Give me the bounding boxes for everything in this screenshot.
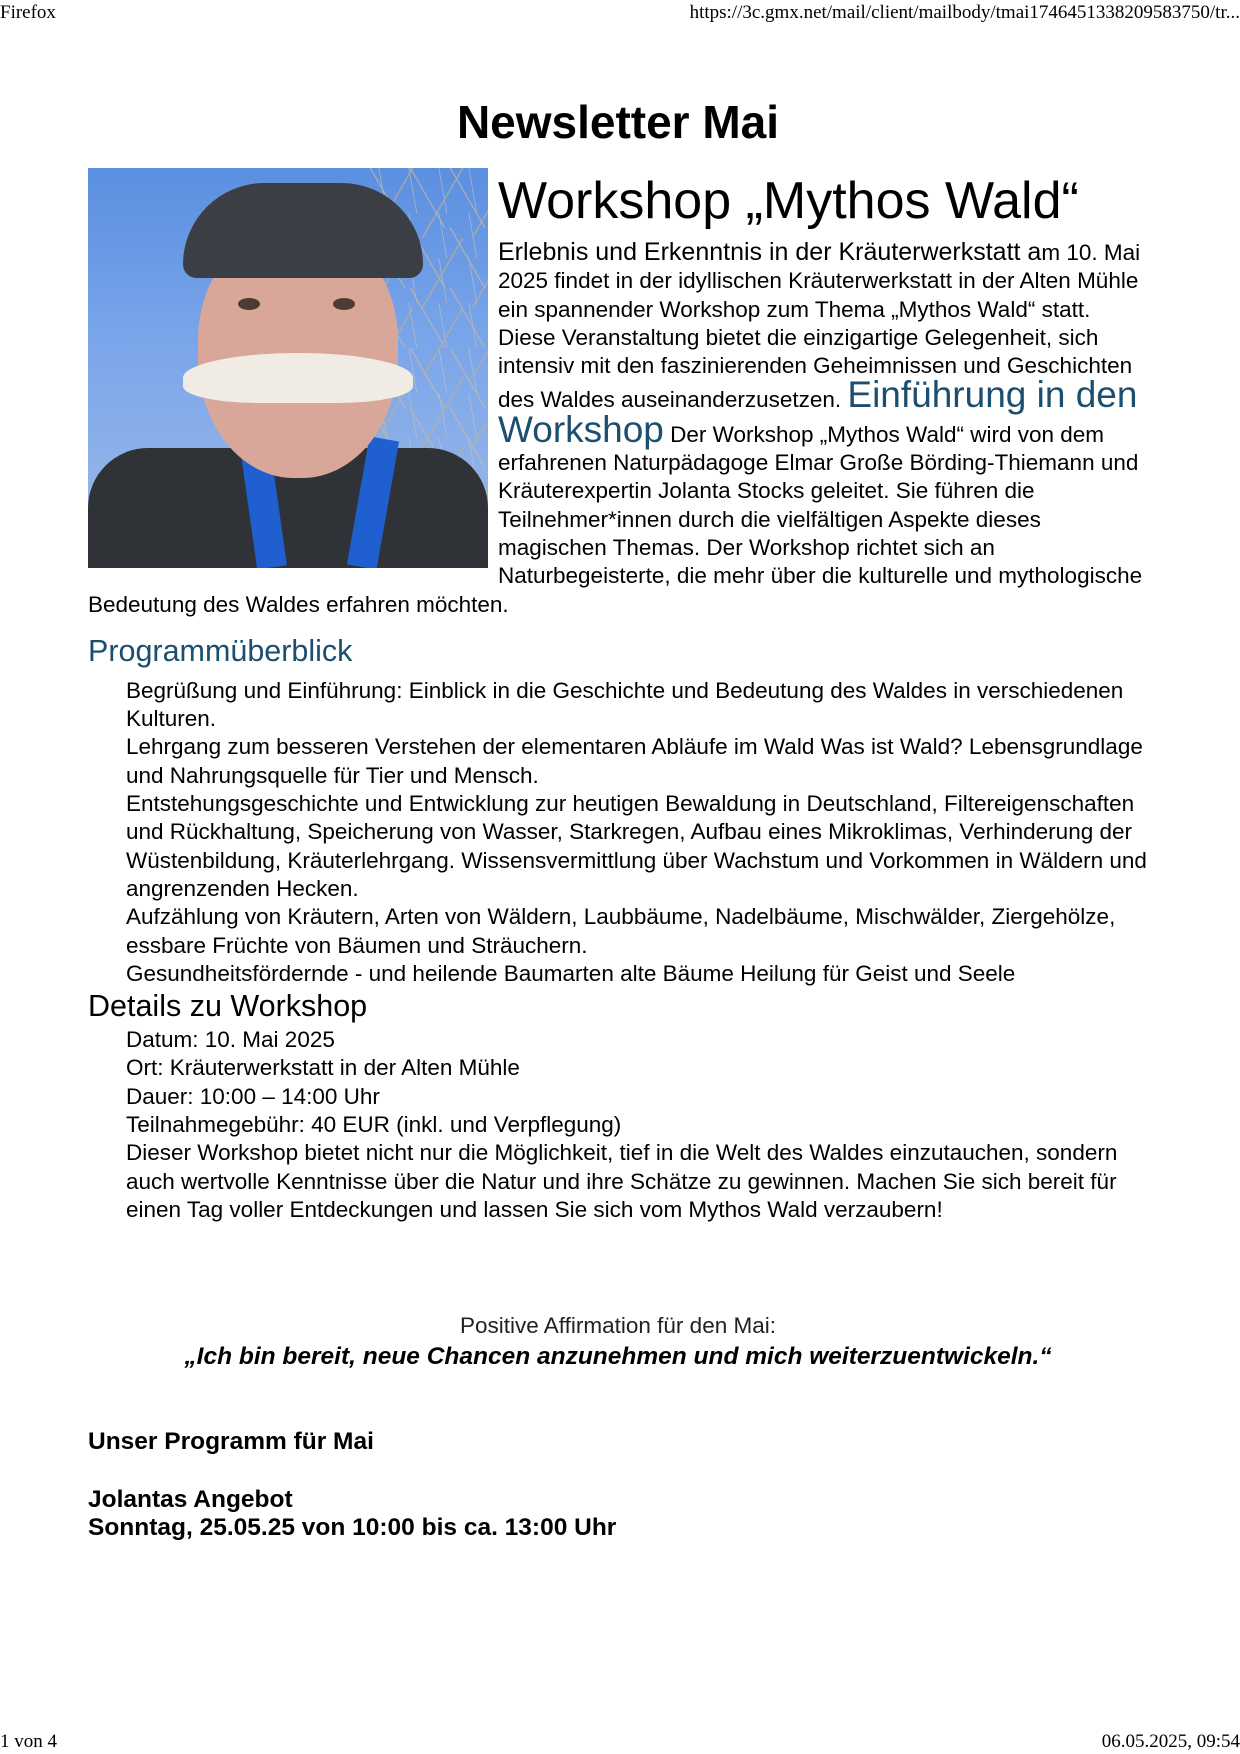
detail-duration: Dauer: 10:00 – 14:00 Uhr bbox=[126, 1083, 380, 1109]
details-heading: Details zu Workshop bbox=[88, 989, 368, 1024]
list-item: Gesundheitsfördernde - und heilende Baumarten alte Bäume Heilung für Geist und Seele bbox=[126, 960, 1016, 986]
detail-closing: Dieser Workshop bietet nicht nur die Möglichkeit, tief in die Welt des Waldes einzutauchen, sondern auch wertvolle Kenntnisse über die Natur und ihre Schätze zu gewinnen. Machen Sie sich bereit für einen Tag voller Entdeckungen und lassen Sie sich vom Mythos Wald verzaubern! bbox=[126, 1140, 1118, 1222]
workshop-description: Der Workshop „Mythos Wald“ wird von dem erfahrenen Naturpädagoge Elmar Große Börding-Thiemann und Kräuterexpertin Jolanta Stocks geleitet. Sie führen die Teilnehmer*innen durch die vielfältigen Aspekte dieses magischen Themas. Der Workshop richtet sich an Naturbegeisterte, die mehr über die kulturelle und mythologische Bedeutung des Waldes erfahren möchten. bbox=[88, 421, 1143, 617]
detail-place: Ort: Kräuterwerkstatt in der Alten Mühle bbox=[126, 1055, 520, 1081]
list-item: Entstehungsgeschichte und Entwicklung zur heutigen Bewaldung in Deutschland, Filtereigenschaften und Rückhaltung, Speicherung von Wasser, Starkregen, Aufbau eines Mikroklimas, Verhinderung der Wüstenbildung, Kräuterlehrgang. Wissensvermittlung über Wachstum und Vorkommen in Wäldern und angrenzenden Hecken. bbox=[126, 791, 1147, 901]
print-timestamp: 06.05.2025, 09:54 bbox=[1101, 1731, 1240, 1752]
intro-subhead: Einführung in den Workshop bbox=[498, 374, 1138, 450]
workshop-title: Workshop „Mythos Wald“ bbox=[498, 172, 1079, 230]
details-list bbox=[88, 1026, 1148, 1224]
intro-lead: Erlebnis und Erkenntnis in der Kräuterwerkstatt a bbox=[498, 238, 1042, 266]
portrait-photo bbox=[88, 168, 488, 568]
page-url[interactable]: https://3c.gmx.net/mail/client/mailbody/tmai1746451338209583750/tr... bbox=[689, 2, 1240, 23]
program-heading: Programmüberblick bbox=[88, 633, 353, 668]
browser-app-name: Firefox bbox=[0, 2, 56, 23]
page-counter: 1 von 4 bbox=[0, 1731, 57, 1752]
program-list bbox=[88, 677, 1148, 988]
offer-name: Jolantas Angebot bbox=[88, 1486, 293, 1514]
intro-text: m 10. Mai 2025 findet in der idyllischen Kräuterwerkstatt in der Alten Mühle ein spannender Workshop zum Thema „Mythos Wald“ statt. Diese Veranstaltung bietet die einzigartige Gelegenheit, sich intensiv mit den faszinierenden Geheimnissen und Geschichten des Waldes auseinanderzusetzen. bbox=[498, 240, 1141, 413]
monthly-program-heading: Unser Programm für Mai bbox=[88, 1428, 374, 1456]
print-header bbox=[0, 2, 1240, 24]
list-item: Begrüßung und Einführung: Einblick in die Geschichte und Bedeutung des Waldes in verschiedenen Kulturen. bbox=[126, 677, 1124, 732]
print-footer bbox=[0, 1731, 1240, 1753]
affirmation-quote: „Ich bin bereit, neue Chancen anzunehmen und mich weiterzuentwickeln.“ bbox=[184, 1343, 1052, 1371]
detail-fee: Teilnahmegebühr: 40 EUR (inkl. und Verpflegung) bbox=[126, 1112, 622, 1138]
newsletter-title: Newsletter Mai bbox=[456, 96, 780, 148]
list-item: Aufzählung von Kräutern, Arten von Wäldern, Laubbäume, Nadelbäume, Mischwälder, Ziergehölze, essbare Früchte von Bäumen und Sträuchern. bbox=[126, 904, 1116, 958]
email-body bbox=[88, 94, 1148, 1542]
detail-date: Datum: 10. Mai 2025 bbox=[126, 1027, 335, 1053]
list-item: Lehrgang zum besseren Verstehen der elementaren Abläufe im Wald Was ist Wald? Lebensgrundlage und Nahrungsquelle für Tier und Mensch. bbox=[126, 734, 1143, 788]
workshop-article bbox=[88, 168, 1148, 619]
affirmation-label: Positive Affirmation für den Mai: bbox=[460, 1313, 776, 1339]
offer-date: Sonntag, 25.05.25 von 10:00 bis ca. 13:00 Uhr bbox=[88, 1514, 617, 1542]
